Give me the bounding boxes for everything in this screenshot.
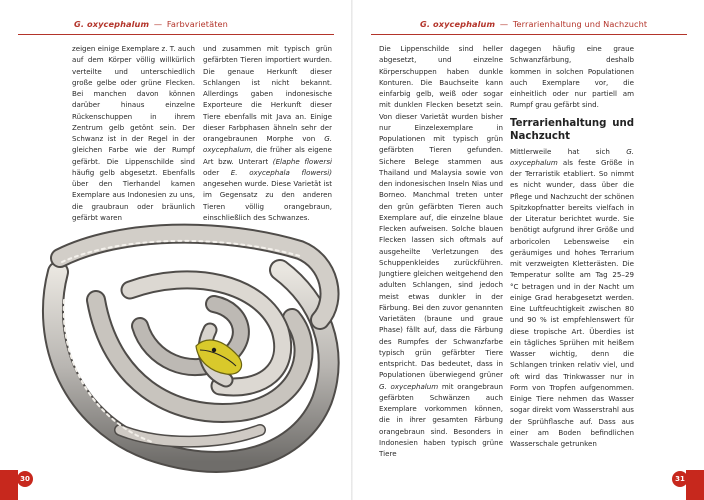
left-col2-e-oxy: E. oxycephala flowersi) <box>230 167 332 177</box>
left-col2-paragraph <box>203 43 332 223</box>
right-col1-species: G. oxycephalum <box>379 381 439 391</box>
snake-head <box>196 340 242 374</box>
section-heading: Terrarienhaltung und Nachzucht <box>510 117 634 142</box>
right-col-1 <box>379 43 503 487</box>
left-col2-text-c: angesehen wurde. Diese Varietät ist im Gegensatz zu den anderen Tieren völlig orangebraun, einschließlich des Schwanzes. <box>203 179 332 222</box>
left-header-species: G. oxycephalum <box>74 19 150 29</box>
book-gutter <box>351 0 353 500</box>
left-col1-text: zeigen einige Exemplare z. T. auch auf dem Körper völlig willkürlich verteilte und unterschiedlich große gelbe oder grüne Flecken. Bei manchen davon können darüber hinaus einzelne Rückenschuppen in ihrem Zentrum gelb getönt sein. Der Schwanz ist in der Regel in der gleichen Farbe wie der Rumpf gefärbt. Die Lippenschilde sind häufig gelb abgesetzt. Ebenfalls über den Tierhandel kamen Exemplare aus Indonesien zu uns, die graubraun oder bräunlich gefärbt waren <box>72 44 195 222</box>
right-col2-text-b: Mittlerweile hat sich <box>510 146 610 156</box>
right-col-2 <box>510 43 634 487</box>
left-running-header <box>74 19 228 33</box>
left-page-number: 30 <box>17 471 33 487</box>
left-header-rule <box>18 34 334 35</box>
right-running-header <box>420 19 647 33</box>
left-col-2 <box>203 43 332 238</box>
right-header-species: G. oxycephalum <box>420 19 496 29</box>
right-header-topic: Terrarienhaltung und Nachzucht <box>512 19 648 29</box>
left-header-dash: — <box>153 19 163 29</box>
left-col2-text-b: die früher als eigene Art bzw. Unterart <box>203 145 332 166</box>
left-col2-text-a: und zusammen mit typisch grün gefärbten Tieren importiert wurden. Die genaue Herkunft dieser Schlangen ist nicht bekannt. Allerdings gaben indonesische Exporteure die Herkunft dieser Tiere ebenfalls mit Java an. Einige dieser Farbphasen ähneln sehr der orangebraunen Morphe von <box>203 44 332 143</box>
right-col2-text-a: dagegen häufig eine graue Schwanzfärbung, deshalb kommen in solchen Populationen auch Exemplare vor, die einheitlich oder nur partiell am Rumpf grau gefärbt sind. <box>510 44 634 110</box>
right-col1-paragraph <box>379 43 503 459</box>
right-col2-paragraph <box>510 146 634 450</box>
left-red-tab <box>0 470 18 500</box>
right-col2-text-c: als feste Größe in der Terraristik etabliert. So nimmt es nicht wunder, dass über die Pflege und Nachzucht der schönen Spitzkopfnatter bereits vielfach in der Literatur berichtet wurde. Sie benötigt aufgrund ihrer Größe und arboricolen Lebensweise ein geräumiges und hohes Terrarium mit verzweigten Kletterästen. Die Temperatur sollte am Tag 25–29 °C betragen und in der Nacht um einige Grad herabgesetzt werden. Eine Luftfeuchtigkeit zwischen 80 und 90 % ist empfehlenswert für diese tropische Art. Überdies ist ein tägliches Sprühen mit heißem Wasser wichtig, denn die Schlangen trinken relativ viel, und oft wird das Trinkwasser nur in Form von Tropfen aufgenommen. Einige Tiere nehmen das Wasser sogar direkt vom Wasserstrahl aus der Sprühflasche auf. Dass aus einer am Boden befindlichen Wasserschale getrunken <box>510 157 634 448</box>
left-header-topic: Farbvarietäten <box>166 19 228 29</box>
right-col1-text-b: mit orangebraun gefärbten Schwänzen auch Exemplare vorkommen können, die in ihrer gesamten Färbung orangebraun sind. Besonders in Indonesien haben typisch grüne Tiere <box>379 381 503 458</box>
right-red-tab <box>686 470 704 500</box>
left-col-1 <box>72 43 195 223</box>
right-col1-text-a: Die Lippenschilde sind heller abgesetzt, und einzelne Körperschuppen haben dunkle Konturen. Die Bauchseite kann einfarbig gelb, weiß oder sogar mit dunklen Flecken besetzt sein. Von dieser Varietät wurden bisher nur Einzelexemplare in Populationen mit typisch grün gefärbten Tieren gefunden. Sichere Belege stammen aus Thailand und Malaysia sowie von den indonesischen Inseln Nias und Borneo. Manchmal treten unter den grün gefärbten Tieren auch Exemplare auf, die einzelne blaue Flecken aufweisen. Solche blauen Flecken lassen sich oftmals auf ausgeheilte Verletzungen des Schuppenkleides zurückführen. Jungtiere gleichen weitgehend den adulten Schlangen, sind jedoch meist etwas dunkler in der Färbung. Bei den zuvor genannten Varietäten (braune und graue Phase) fällt auf, dass die Färbung des Rumpfes der Schwanzfarbe typisch grün gefärbter Tiere entspricht. Das bedeutet, dass in Populationen überwiegend grüner <box>379 44 503 380</box>
left-col2-elaphe: (Elaphe flowersi <box>272 156 332 166</box>
right-page-number: 31 <box>672 471 688 487</box>
right-header-rule <box>371 34 687 35</box>
right-col2-species: G. oxycephalum <box>510 146 634 167</box>
left-col2-or: oder <box>203 167 220 177</box>
right-header-dash: — <box>499 19 509 29</box>
left-col2-species: G. oxycephalum, <box>203 134 332 155</box>
